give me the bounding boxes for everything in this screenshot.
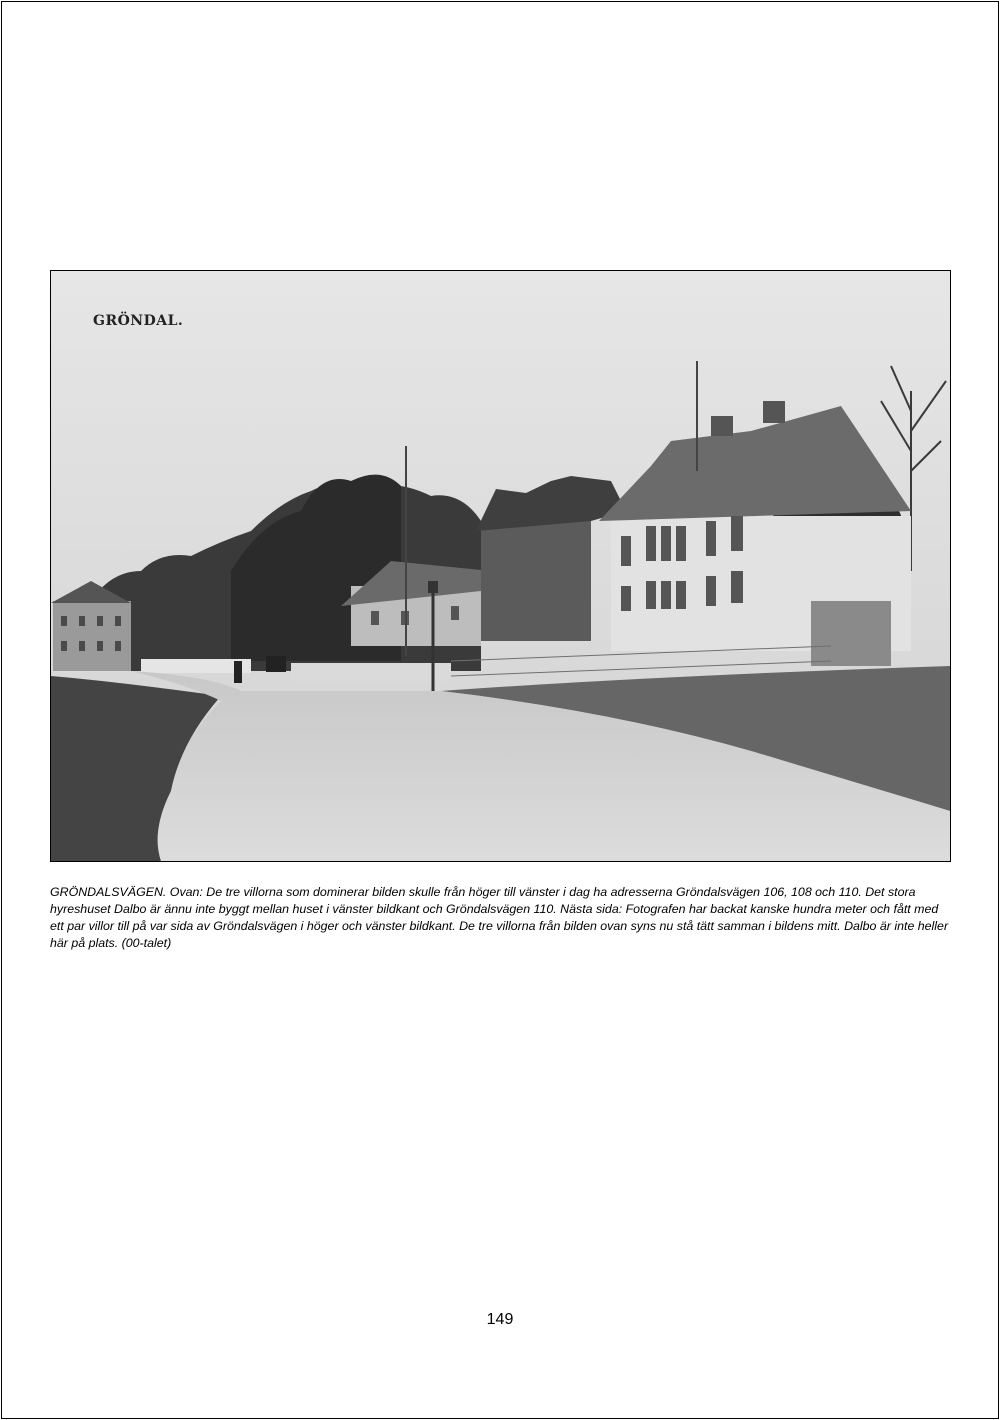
street-scene-illustration (51, 271, 950, 861)
photo-caption: GRÖNDALSVÄGEN. Ovan: De tre villorna som dominerar bilden skulle från höger till vänster i dag ha adresserna Gröndalsvägen 106, 108 och 110. Det stora hyreshuset Dalbo är ännu inte byggt mellan huset i vänster bildkant och Gröndalsvägen 110. Nästa sida: Fotografen har backat kanske hundra meter och fått med ett par villor till på var sida av Gröndalsvägen i höger och vänster bildkant. De tre villorna från bilden ovan syns nu stå tätt samman i bildens mitt. Dalbo är inte heller här på plats. (00-talet) (50, 885, 949, 950)
historical-photograph (50, 270, 951, 862)
photo-title: GRÖNDAL. (93, 313, 184, 329)
page-number: 149 (486, 1311, 514, 1328)
